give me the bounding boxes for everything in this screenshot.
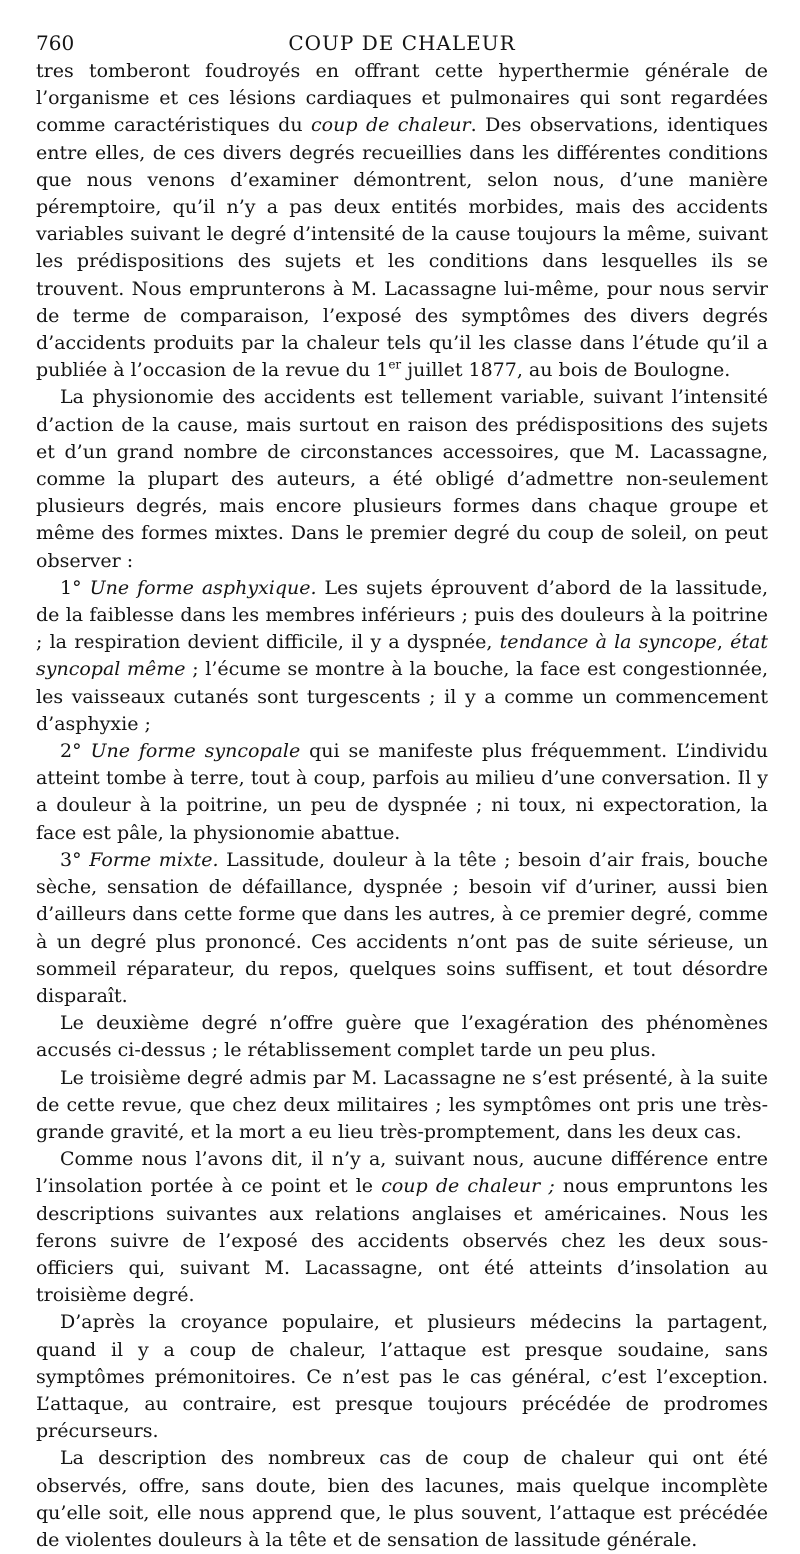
paragraph-description: La description des nombreux cas de coup de chaleur qui ont été observés, offre, sans doute, bien des lacunes, mais quelque incomplète qu’elle soit, elle nous apprend que, le plus souvent, l’attaque est précédée de violentes douleurs à la tête et de sensation de lassitude générale. [36, 1447, 768, 1551]
page-number: 760 [36, 31, 75, 55]
page-header [36, 28, 768, 58]
paragraph-physionomie: La physionomie des accidents est tellement variable, suivant l’intensité d’action de la cause, mais surtout en raison des prédispositions des sujets et d’un grand nombre de circonstances accessoires, que M. Lacassagne, comme la plupart des auteurs, a été obligé d’admettre non-seulement plusieurs degrés, mais encore plusieurs formes dans chaque groupe et même des formes mixtes. Dans le premier degré du coup de soleil, on peut observer : [36, 386, 768, 572]
paragraph-troisieme-degre: Le troisième degré admis par M. Lacassagne ne s’est présenté, à la suite de cette revue, que chez deux militaires ; les symptômes ont pris une très-grande gravité, et la mort a eu lieu très-promptement, dans les deux cas. [36, 1066, 768, 1143]
body-text [36, 58, 768, 1554]
paragraph-croyance-populaire: D’après la croyance populaire, et plusieurs médecins la partagent, quand il y a coup de chaleur, l’attaque est presque soudaine, sans symptômes prémonitoires. Ce n’est pas le cas général, c’est l’exception. L’attaque, au contraire, est presque toujours précédée de prodromes précurseurs. [36, 1311, 768, 1443]
book-page [36, 28, 768, 1554]
paragraph-deuxieme-degre: Le deuxième degré n’offre guère que l’exagération des phénomènes accusés ci-dessus ; le rétablissement complet tarde un peu plus. [36, 1012, 768, 1062]
paragraph-continuation: tres tomberont foudroyés en offrant cette hyperthermie générale de l’organisme et ces lésions cardiaques et pulmonaires qui sont regardées comme caractéristiques du coup de chaleur. Des observations, identiques entre elles, de ces divers degrés recueillies dans les différentes conditions que nous venons d’examiner démontrent, selon nous, d’une manière péremptoire, qu’il n’y a pas deux entités morbides, mais des accidents variables suivant le degré d’intensité de la cause toujours la même, suivant les prédispositions des sujets et les conditions dans lesquelles ils se trouvent. Nous emprunterons à M. Lacassagne lui-même, pour nous servir de terme de comparaison, l’exposé des symptômes des divers degrés d’accidents produits par la chaleur tels qu’il les classe dans l’étude qu’il a publiée à l’occasion de la revue du 1er juillet 1877, au bois de Boulogne. [36, 60, 768, 382]
list-item-mixte: 3° Forme mixte. Lassitude, douleur à la tête ; besoin d’air frais, bouche sèche, sensation de défaillance, dyspnée ; besoin vif d’uriner, aussi bien d’ailleurs dans cette forme que dans les autres, à ce premier degré, comme à un degré plus prononcé. Ces accidents n’ont pas de suite sérieuse, un sommeil réparateur, du repos, quelques soins suffisent, et tout désordre disparaît. [36, 848, 768, 1007]
paragraph-insolation: Comme nous l’avons dit, il n’y a, suivant nous, aucune différence entre l’insolation portée à ce point et le coup de chaleur ; nous empruntons les descriptions suivantes aux relations anglaises et américaines. Nous les ferons suivre de l’exposé des accidents observés chez les deux sous-officiers qui, suivant M. Lacassagne, ont été atteints d’insolation au troisième degré. [36, 1148, 768, 1307]
list-item-asphyxique: 1° Une forme asphyxique. Les sujets éprouvent d’abord de la lassitude, de la faiblesse dans les membres inférieurs ; puis des douleurs à la poitrine ; la respiration devient difficile, il y a dyspnée, tendance à la syncope, état syncopal même ; l’écume se montre à la bouche, la face est congestionnée, les vaisseaux cutanés sont turgescents ; il y a comme un commencement d’asphyxie ; [36, 576, 769, 735]
running-title: COUP DE CHALEUR [288, 31, 516, 55]
list-item-syncopale: 2° Une forme syncopale qui se manifeste plus fréquemment. L’individu atteint tombe à terre, tout à coup, parfois au milieu d’une conversation. Il y a douleur à la poitrine, un peu de dyspnée ; ni toux, ni expectoration, la face est pâle, la physionomie abattue. [36, 740, 768, 844]
